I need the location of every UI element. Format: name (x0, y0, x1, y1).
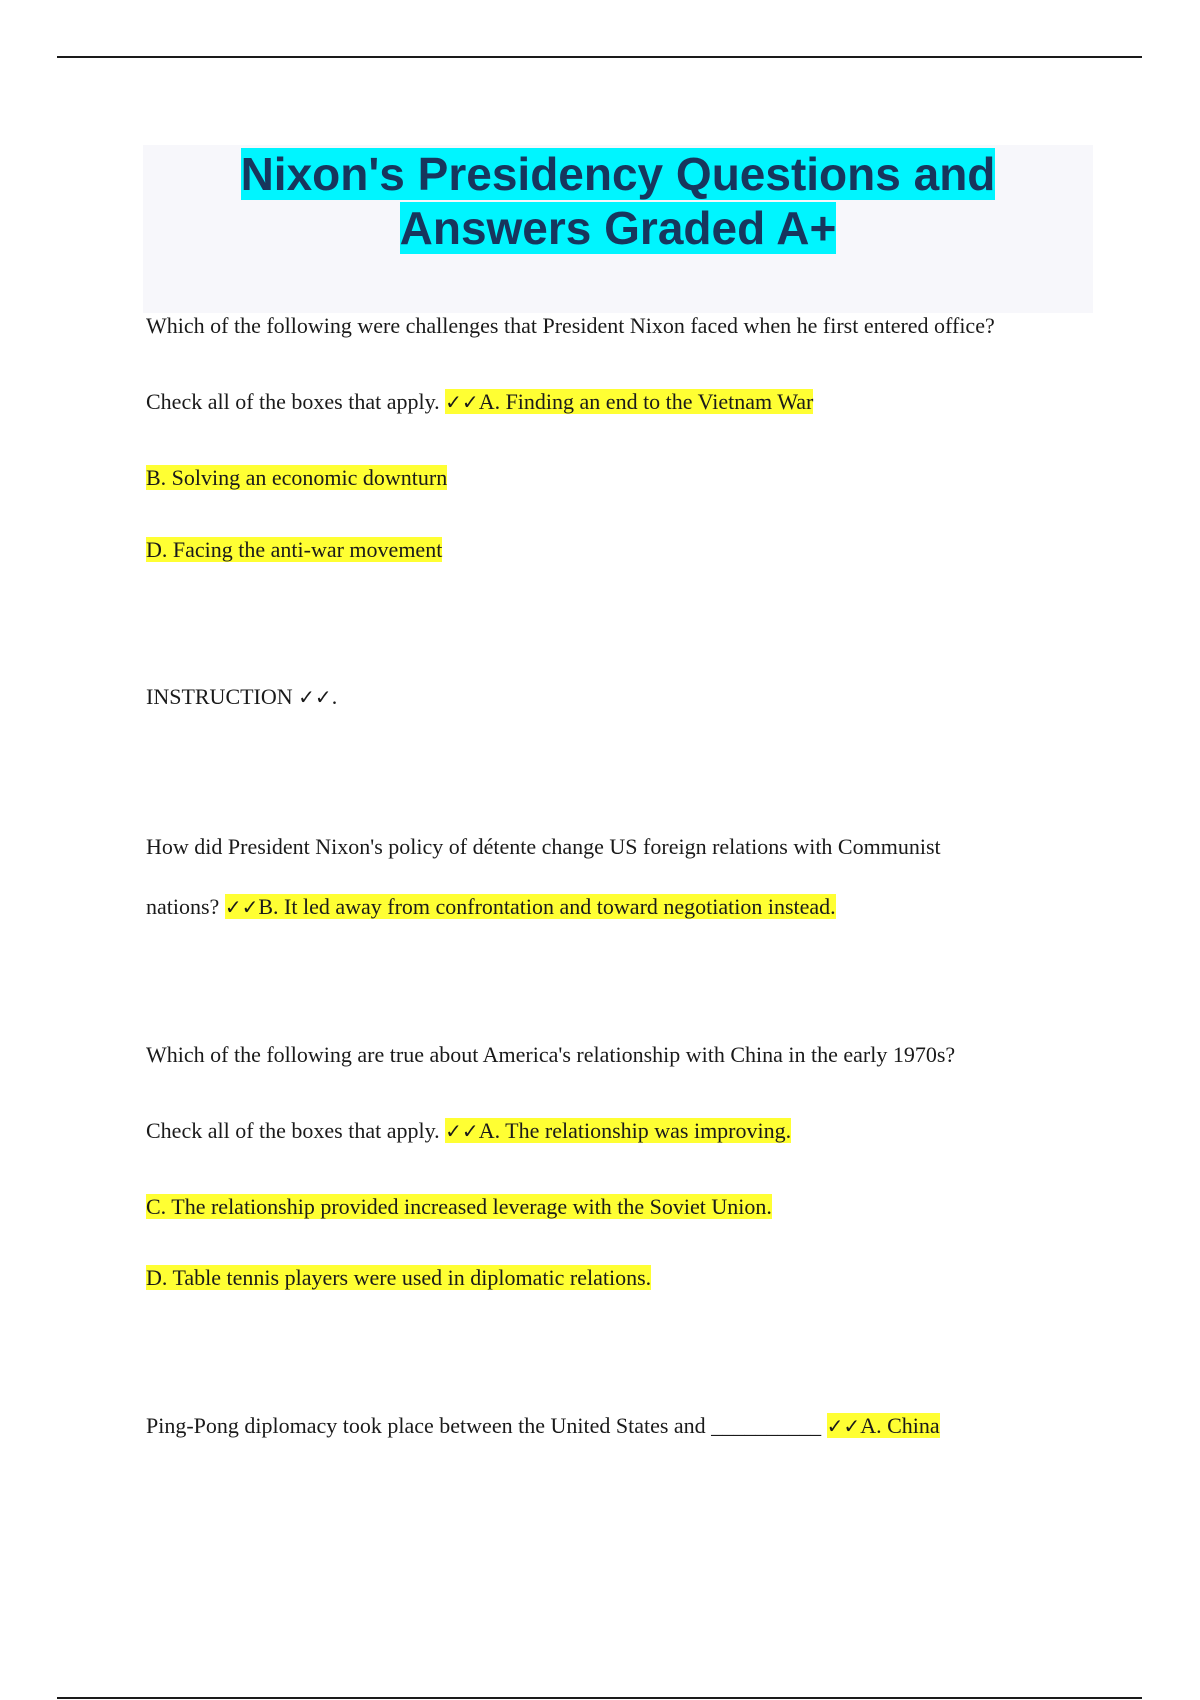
question-1-line: Which of the following were challenges that President Nixon faced when he first entered office? (146, 313, 995, 338)
question-2-answer (225, 894, 836, 919)
check-mark-icon: ✓✓ (445, 1119, 479, 1143)
check-mark-icon: ✓✓ (445, 390, 479, 414)
question-1-answer-b: B. Solving an economic downturn (146, 465, 448, 490)
instruction-suffix: . (331, 684, 338, 709)
question-1-text (146, 311, 995, 341)
question-4-text: Ping-Pong diplomacy took place between the United States and __________ (146, 1413, 822, 1438)
check-mark-icon: ✓✓ (298, 685, 332, 709)
question-2-line-2-row (146, 892, 836, 922)
instruction-row (146, 682, 337, 712)
question-4-answer (827, 1413, 940, 1438)
question-1-prompt-row (146, 387, 813, 417)
question-3-prompt: Check all of the boxes that apply. (146, 1118, 440, 1143)
question-1-answer-a (445, 389, 813, 414)
title-line-1: Nixon's Presidency Questions and (240, 148, 996, 200)
question-3-prompt-row (146, 1116, 791, 1146)
question-3-answer-c: C. The relationship provided increased leverage with the Soviet Union. (146, 1194, 772, 1219)
question-1-answer-d: D. Facing the anti-war movement (146, 537, 443, 562)
question-1-answer-a-text: A. Finding an end to the Vietnam War (478, 389, 814, 414)
instruction-text: INSTRUCTION (146, 684, 293, 709)
page-title (143, 145, 1093, 255)
question-3-answer-a-text: A. The relationship was improving. (478, 1118, 792, 1143)
check-mark-icon: ✓✓ (224, 895, 259, 919)
question-1-answer-b-row (146, 463, 447, 493)
footer-rule (57, 1697, 1142, 1699)
question-1-answer-d-row (146, 535, 442, 565)
question-1-prompt: Check all of the boxes that apply. (146, 389, 440, 414)
question-2-line-2: nations? (146, 894, 220, 919)
question-2-line-1-row (146, 832, 941, 862)
question-3-line: Which of the following are true about America's relationship with China in the early 1970s? (146, 1042, 956, 1067)
question-4-answer-text: A. China (860, 1413, 940, 1438)
check-mark-icon: ✓✓ (826, 1414, 861, 1438)
question-2-line-1: How did President Nixon's policy of détente change US foreign relations with Communist (146, 834, 941, 859)
question-4-row (146, 1411, 940, 1441)
question-3-answer-d-row (146, 1263, 651, 1293)
header-rule (57, 56, 1142, 58)
question-3-answer-a (445, 1118, 791, 1143)
title-block (143, 145, 1093, 313)
question-3-text (146, 1040, 955, 1070)
question-3-answer-c-row (146, 1192, 772, 1222)
question-3-answer-d: D. Table tennis players were used in diplomatic relations. (146, 1265, 652, 1290)
question-2-answer-text: B. It led away from confrontation and toward negotiation instead. (258, 894, 836, 919)
title-line-2: Answers Graded A+ (399, 202, 837, 254)
